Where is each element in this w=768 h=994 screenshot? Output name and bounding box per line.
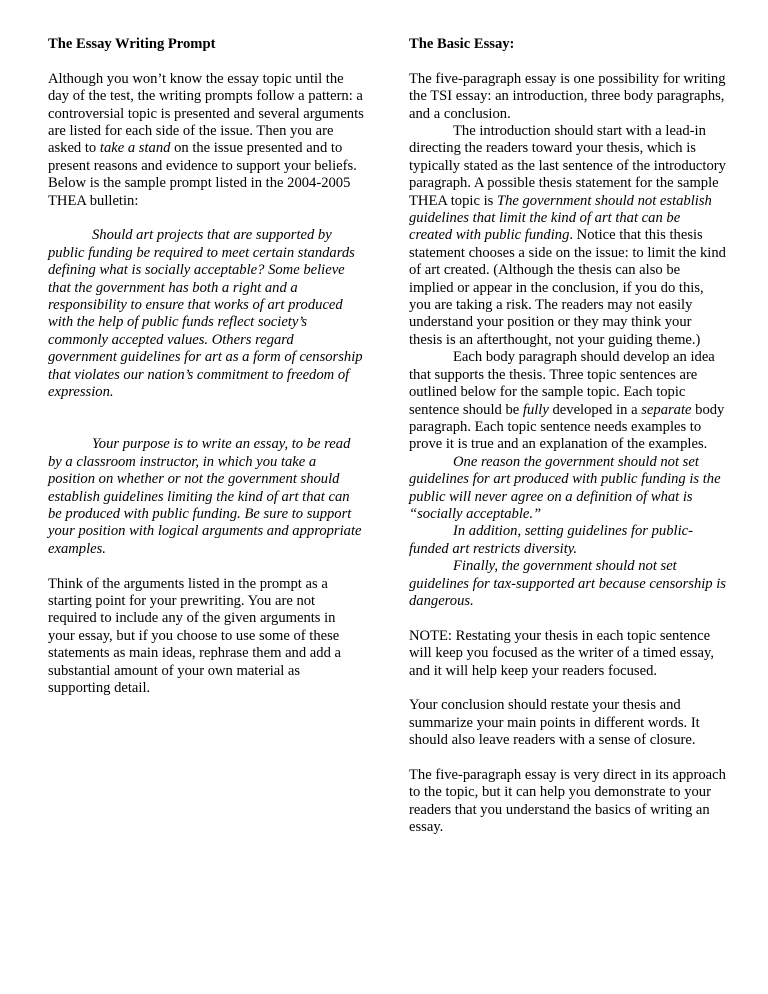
left-heading: The Essay Writing Prompt	[48, 36, 216, 52]
body-text-a: Each body paragraph should develop an idea that supports the thesis. Three topic sentences are outlined below for the sample topic. Each topic sentence should be	[409, 349, 715, 418]
final-paragraph: The five-paragraph essay is very direct in its approach to the topic, but it can help you demonstrate to your readers that you understand the basics of writing an essay.	[409, 767, 726, 836]
topic-sentence-2: In addition, setting guidelines for public-funded art restricts diversity.	[409, 523, 693, 557]
prompt-intro-paragraph	[48, 71, 364, 210]
intro-p-after: . Notice that this thesis statement chooses a side on the issue: to limit the kind of art created. (Although the thesis can also be implied or appear in the conclusion, if you do this, you are taking a risk. The readers may not easily understand your position or they may think your thesis is an afterthought, not your guiding theme.)	[409, 227, 726, 348]
thesis-example: The government should not establish guidelines that limit the kind of art that can be created with public funding	[409, 192, 712, 244]
intro-p-before: The introduction should start with a lead-in directing the readers toward your thesis, which is typically stated as the last sentence of the introductory paragraph. A possible thesis statement for the sample THEA topic is	[409, 123, 726, 209]
topic-sentence-3: Finally, the government should not set guidelines for tax-supported art because censorship is dangerous.	[409, 558, 726, 609]
topic-sentence-1: One reason the government should not set guidelines for art produced with public funding is the public will never agree on a definition of what is “socially acceptable.”	[409, 453, 721, 522]
introduction-paragraph	[409, 123, 726, 349]
purpose-quote: Your purpose is to write an essay, to be read by a classroom instructor, in which you take a position on whether or not the government should establish guidelines limiting the kind of art that can be produced with public funding. Be sure to support your position with logical arguments and appropriate examples.	[48, 436, 362, 557]
right-heading: The Basic Essay:	[409, 36, 515, 52]
right-column	[409, 36, 726, 837]
body-emphasis-fully: fully	[522, 401, 549, 418]
intro-emphasis: take a stand	[99, 140, 171, 157]
body-text-c: body paragraph. Each topic sentence needs examples to prove it is true and an explanation of the examples.	[409, 401, 725, 453]
note-paragraph: NOTE: Restating your thesis in each topic sentence will keep you focused as the writer of a timed essay, and it will help keep your readers focused.	[409, 627, 715, 679]
closing-paragraph: Think of the arguments listed in the prompt as a starting point for your prewriting. You are not required to include any of the given arguments in your essay, but if you choose to use some of these statements as main ideas, rephrase them and add a substantial amount of your own material as supporting detail.	[48, 575, 341, 696]
intro-text-after: on the issue presented and to present reasons and evidence to support your beliefs. Below is the sample prompt listed in the 2004-2005 THEA bulletin:	[48, 140, 357, 209]
body-text-b: developed in a	[548, 401, 642, 418]
body-emphasis-separate: separate	[641, 401, 692, 418]
intro-text-before: Although you won’t know the essay topic until the day of the test, the writing prompts follow a pattern: a controversial topic is presented and several arguments are listed for each side of the issue. Then you are asked to	[48, 70, 364, 157]
conclusion-paragraph: Your conclusion should restate your thesis and summarize your main points in different words. It should also leave readers with a sense of closure.	[409, 697, 700, 749]
left-column	[48, 36, 364, 697]
body-paragraph-explanation	[409, 349, 726, 453]
basic-essay-paragraph: The five-paragraph essay is one possibility for writing the TSI essay: an introduction, three body paragraphs, and a conclusion.	[409, 70, 726, 122]
sample-prompt-quote: Should art projects that are supported by public funding be required to meet certain standards defining what is socially acceptable? Some believe that the government has both a right and a responsibility to ensure that works of art produced with the help of public funds reflect society’s commonly accepted values. Others regard government guidelines for art as a form of censorship that violates our nation’s commitment to freedom of expression.	[48, 227, 363, 401]
